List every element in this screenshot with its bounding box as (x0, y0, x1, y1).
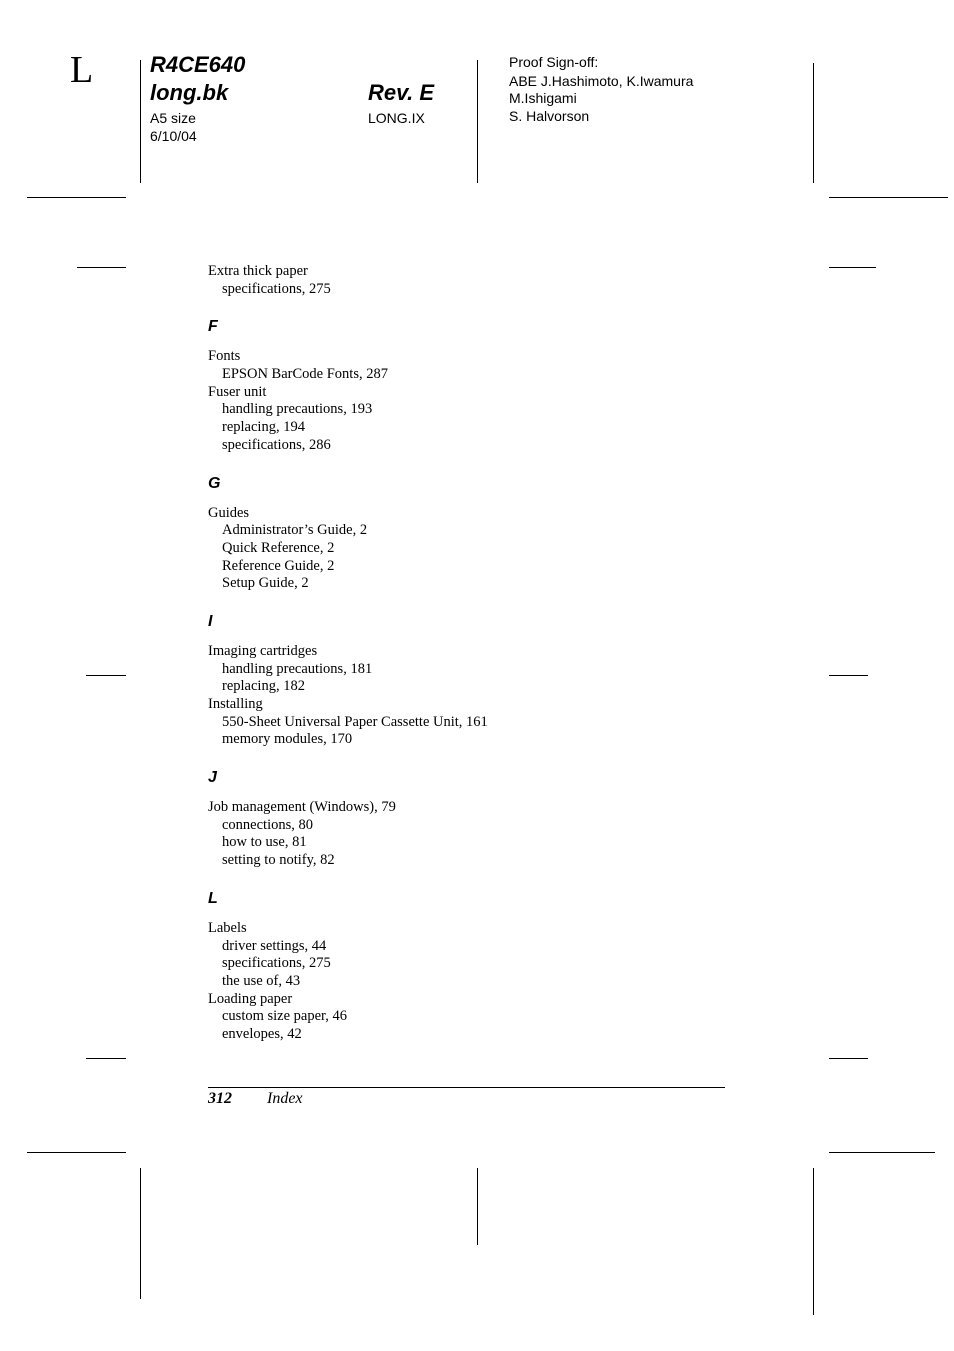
proof-name: S. Halvorson (509, 108, 590, 124)
crop-mark (829, 675, 868, 676)
index-subentry: handling precautions, 181 (222, 660, 373, 677)
crop-mark (813, 63, 814, 183)
index-letter-heading: I (208, 612, 213, 630)
index-subentry: specifications, 275 (222, 955, 331, 972)
index-letter-heading: F (208, 318, 218, 336)
index-subentry: how to use, 81 (222, 834, 307, 851)
index-subentry: replacing, 194 (222, 419, 305, 436)
index-entry: Fonts (208, 348, 241, 365)
index-letter-heading: G (208, 474, 221, 492)
index-subentry: driver settings, 44 (222, 937, 327, 954)
crop-mark (86, 675, 126, 676)
index-entry: Job management (Windows), 79 (208, 799, 396, 816)
index-subentry: Reference Guide, 2 (222, 557, 335, 574)
crop-mark (27, 1152, 126, 1153)
index-subentry: 550-Sheet Universal Paper Cassette Unit, 161 (222, 713, 488, 730)
crop-mark (86, 1058, 126, 1059)
index-subentry: specifications, 286 (222, 436, 331, 453)
crop-mark (813, 1168, 814, 1315)
crop-mark (829, 1058, 868, 1059)
file-name: LONG.IX (368, 110, 425, 126)
index-subentry: Setup Guide, 2 (222, 575, 309, 592)
crop-mark (829, 267, 876, 268)
index-subentry: replacing, 182 (222, 678, 305, 695)
index-subentry: handling precautions, 193 (222, 401, 373, 418)
index-entry: Imaging cartridges (208, 642, 318, 659)
index-subentry: specifications, 275 (222, 280, 331, 297)
index-letter-heading: L (208, 889, 218, 907)
index-subentry: memory modules, 170 (222, 731, 353, 748)
corner-letter: L (70, 49, 94, 91)
doc-code: R4CE640 (150, 52, 246, 77)
index-entry: Extra thick paper (208, 263, 308, 279)
page-number: 312 (208, 1090, 232, 1107)
paper-size: A5 size (150, 110, 196, 126)
index-entry: Loading paper (208, 990, 293, 1007)
crop-mark (829, 1152, 935, 1153)
proof-name: ABE J.Hashimoto, K.Iwamura (509, 73, 694, 89)
book-name: long.bk (150, 80, 229, 105)
index-subentry: Administrator’s Guide, 2 (222, 522, 368, 539)
index-subentry: setting to notify, 82 (222, 852, 335, 869)
print-date: 6/10/04 (150, 128, 197, 144)
index-subentry: Quick Reference, 2 (222, 539, 335, 556)
proof-label: Proof Sign-off: (509, 54, 599, 70)
index-subentry: envelopes, 42 (222, 1025, 302, 1042)
index-entry: Labels (208, 919, 247, 936)
index-entry: Guides (208, 504, 250, 521)
crop-mark (477, 1168, 478, 1245)
crop-mark (77, 267, 126, 268)
index-subentry: EPSON BarCode Fonts, 287 (222, 366, 388, 383)
index-subentry: custom size paper, 46 (222, 1008, 348, 1025)
index-letter-heading: J (208, 769, 217, 787)
index-entry: Fuser unit (208, 383, 267, 400)
crop-mark (27, 197, 126, 198)
crop-mark (140, 60, 141, 183)
revision: Rev. E (368, 80, 435, 105)
index-subentry: connections, 80 (222, 816, 314, 833)
section-title: Index (267, 1090, 303, 1107)
index-entry: Installing (208, 696, 263, 712)
crop-mark (140, 1168, 141, 1299)
footer-rule (208, 1087, 725, 1088)
crop-mark (829, 197, 948, 198)
index-list (208, 263, 728, 1044)
proof-name: M.Ishigami (509, 90, 577, 106)
crop-mark (477, 60, 478, 183)
index-subentry: the use of, 43 (222, 972, 301, 989)
